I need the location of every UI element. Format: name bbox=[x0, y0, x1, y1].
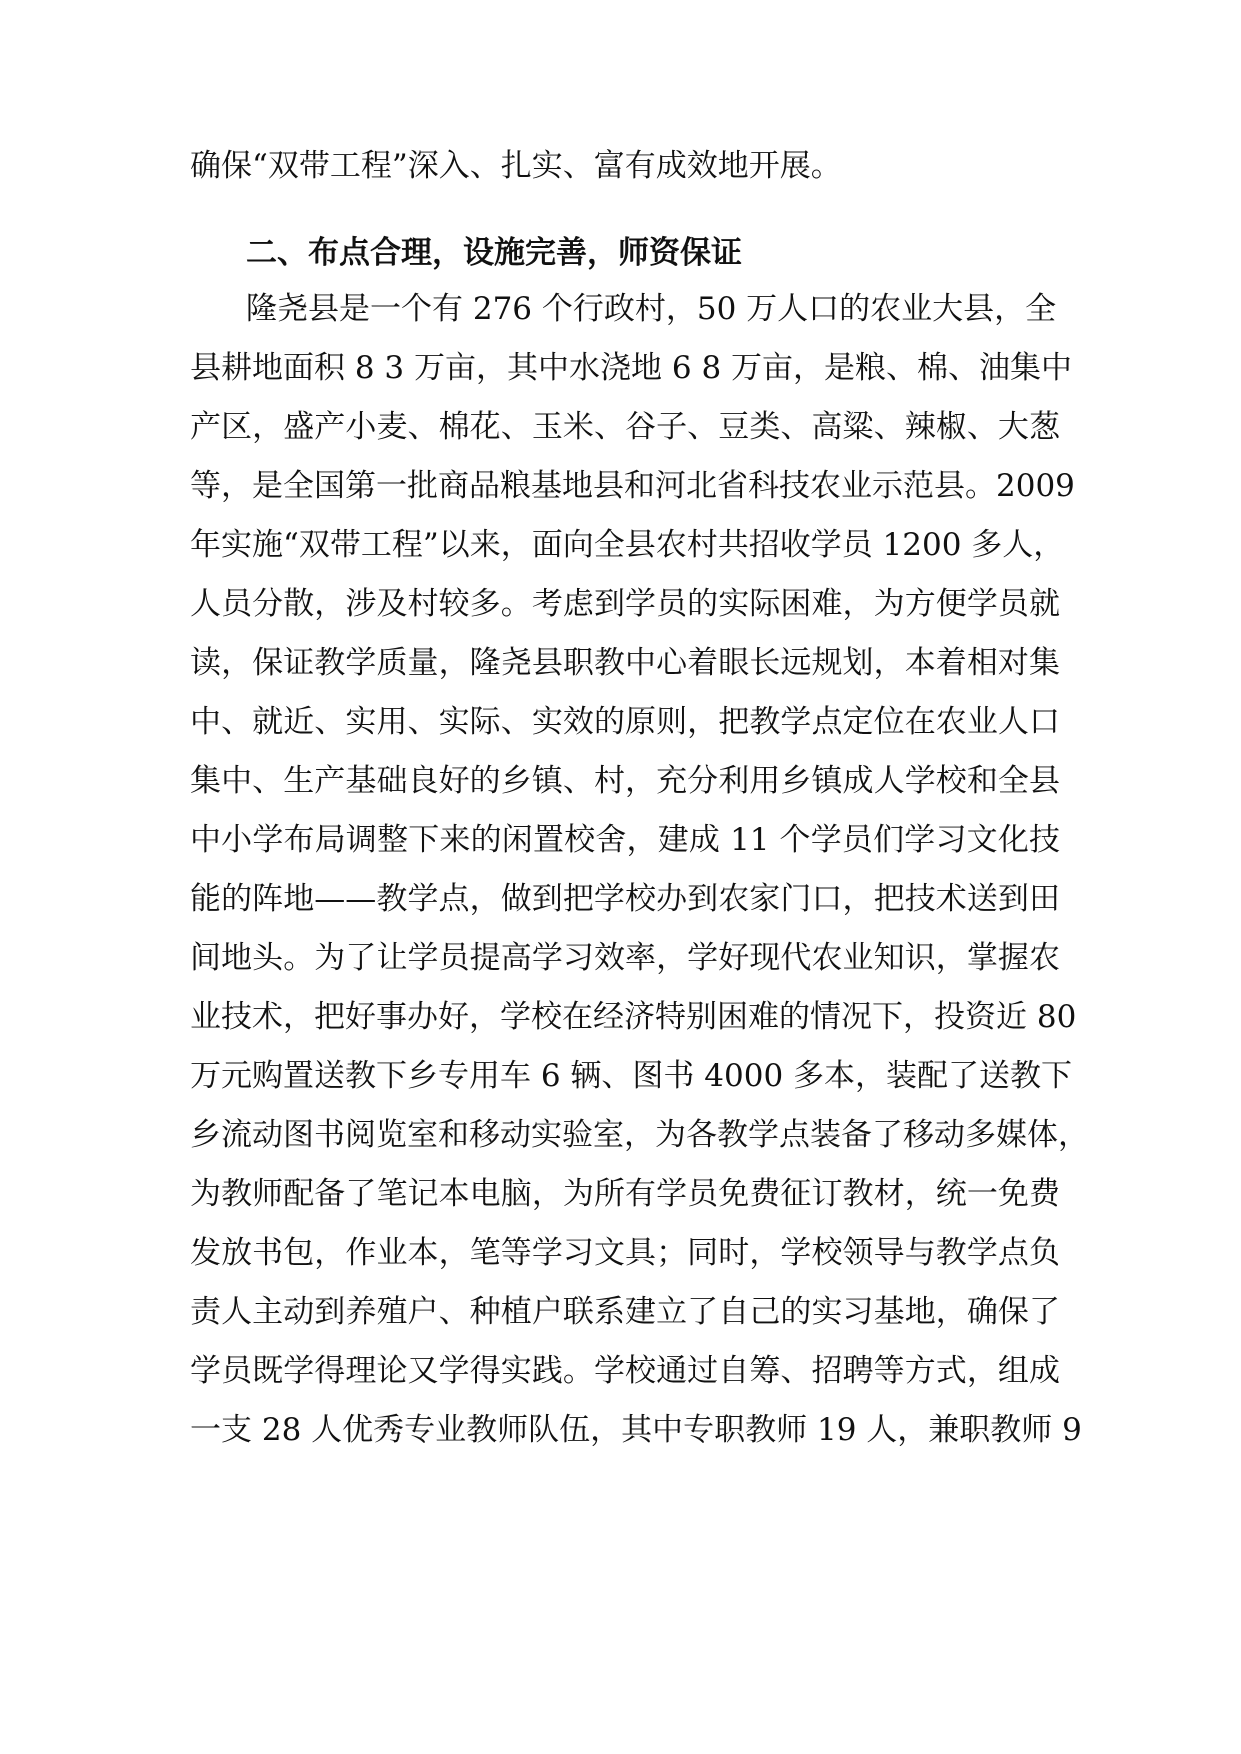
paragraph-line: 等，是全国第一批商品粮基地县和河北省科技农业示范县。2009 bbox=[190, 468, 1075, 504]
paragraph-line: 发放书包，作业本，笔等学习文具；同时，学校领导与教学点负 bbox=[190, 1235, 1060, 1271]
paragraph-line: 能的阵地——教学点，做到把学校办到农家门口，把技术送到田 bbox=[190, 881, 1060, 917]
paragraph-line: 万元购置送教下乡专用车 6 辆、图书 4000 多本，装配了送教下 bbox=[190, 1058, 1073, 1094]
paragraph-line: 中、就近、实用、实际、实效的原则，把教学点定位在农业人口 bbox=[190, 704, 1060, 740]
paragraph-line: 间地头。为了让学员提高学习效率，学好现代农业知识，掌握农 bbox=[190, 940, 1060, 976]
intro-line: 确保“双带工程”深入、扎实、富有成效地开展。 bbox=[190, 148, 842, 184]
paragraph-line: 中小学布局调整下来的闲置校舍，建成 11 个学员们学习文化技 bbox=[190, 822, 1060, 858]
section-heading: 二、布点合理，设施完善，师资保证 bbox=[246, 235, 742, 271]
paragraph-line: 年实施“双带工程”以来，面向全县农村共招收学员 1200 多人， bbox=[190, 527, 1065, 563]
paragraph-line: 读，保证教学质量，隆尧县职教中心着眼长远规划，本着相对集 bbox=[190, 645, 1060, 681]
paragraph-line: 乡流动图书阅览室和移动实验室，为各教学点装备了移动多媒体， bbox=[190, 1117, 1089, 1153]
paragraph-line: 学员既学得理论又学得实践。学校通过自筹、招聘等方式，组成 bbox=[190, 1353, 1060, 1389]
paragraph-line: 责人主动到养殖户、种植户联系建立了自己的实习基地，确保了 bbox=[190, 1294, 1060, 1330]
paragraph-line: 为教师配备了笔记本电脑，为所有学员免费征订教材，统一免费 bbox=[190, 1176, 1060, 1212]
paragraph-line: 人员分散，涉及村较多。考虑到学员的实际困难，为方便学员就 bbox=[190, 586, 1060, 622]
paragraph-line: 隆尧县是一个有 276 个行政村，50 万人口的农业大县，全 bbox=[246, 291, 1057, 327]
paragraph-line: 集中、生产基础良好的乡镇、村，充分利用乡镇成人学校和全县 bbox=[190, 763, 1060, 799]
paragraph-line: 产区，盛产小麦、棉花、玉米、谷子、豆类、高粱、辣椒、大葱 bbox=[190, 409, 1060, 445]
paragraph-line: 县耕地面积 8 3 万亩，其中水浇地 6 8 万亩，是粮、棉、油集中 bbox=[190, 350, 1073, 386]
paragraph-line: 业技术，把好事办好，学校在经济特别困难的情况下，投资近 80 bbox=[190, 999, 1077, 1035]
paragraph-line: 一支 28 人优秀专业教师队伍，其中专职教师 19 人，兼职教师 9 bbox=[190, 1412, 1082, 1448]
